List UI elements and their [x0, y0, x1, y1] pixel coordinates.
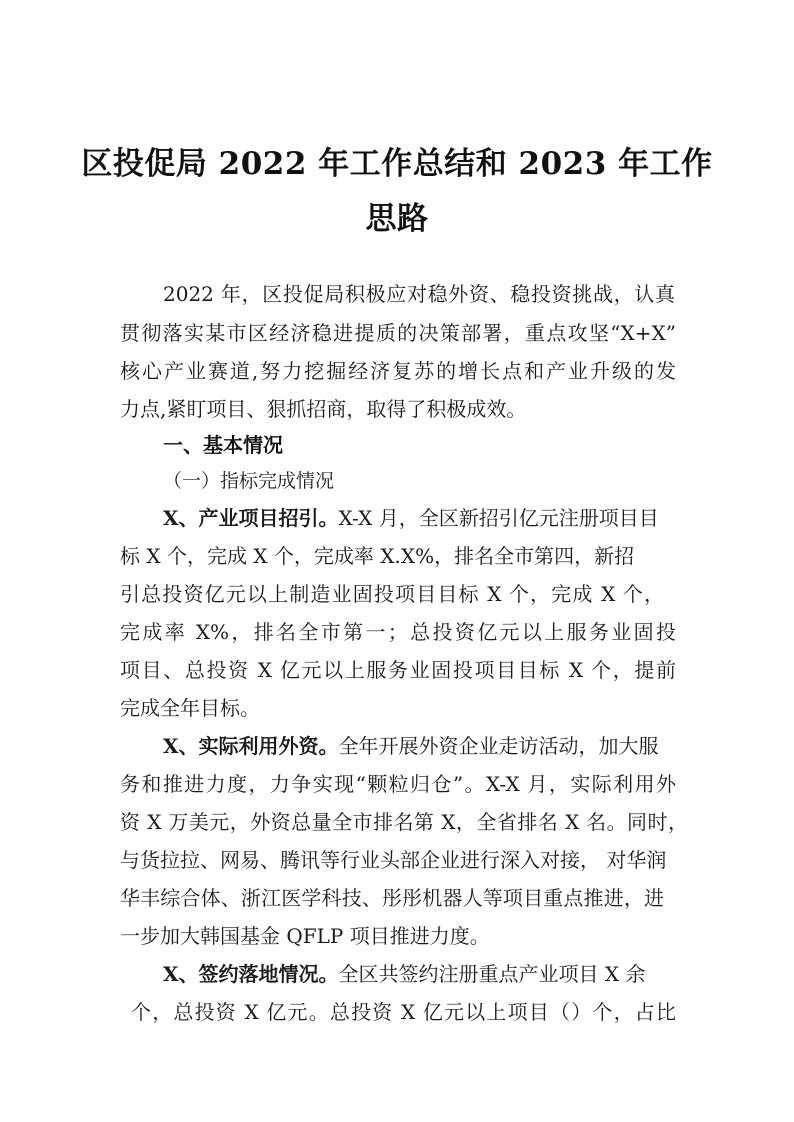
intro-line-4: 力点,紧盯项目、狠抓招商，取得了积极成效。: [120, 397, 527, 421]
item3-lead: X、签约落地情况。: [163, 962, 339, 986]
item2-line-4: 与货拉拉、网易、腾讯等行业头部企业进行深入对接， 对华润: [120, 848, 667, 872]
item1-line-5: 项目、总投资 X 亿元以上服务业固投项目目标 X 个，提前: [120, 658, 676, 682]
item2-line-5: 华丰综合体、浙江医学科技、彤彤机器人等项目重点推进，进: [120, 886, 664, 910]
item2-lead: X、实际利用外资。: [163, 734, 339, 758]
item1-lead: X、产业项目招引。: [163, 506, 339, 530]
item2-line-6: 一步加大韩国基金 QFLP 项目推进力度。: [120, 924, 490, 948]
item3-text-1: 全区共签约注册重点产业项目 X 余: [338, 962, 646, 986]
item2-line-3: 资 X 万美元，外资总量全市排名第 X，全省排名 X 名。同时，: [120, 810, 688, 834]
item3-line-1: [163, 962, 645, 986]
item2-text-1: 全年开展外资企业走访活动，加大服: [338, 734, 659, 758]
item1-line-1: [163, 506, 675, 530]
intro-line-3: 核心产业赛道,努力挖掘经济复苏的增长点和产业升级的发: [120, 359, 676, 383]
document-title-line-1: 区投促局 2022 年工作总结和 2023 年工作: [81, 146, 713, 182]
item2-line-1: [163, 734, 659, 758]
item1-line-6: 完成全年目标。: [120, 696, 260, 720]
item1-text-1: X-X 月，全区新招引亿元注册项目目: [338, 506, 659, 530]
item1-line-3: 引总投资亿元以上制造业固投项目目标 X 个，完成 X 个，: [120, 582, 664, 606]
section-heading-basic: 一、基本情况: [163, 433, 283, 457]
item3-line-2: 个，总投资 X 亿元。总投资 X 亿元以上项目（）个，占比: [131, 1000, 676, 1024]
document-title-line-2: 思路: [365, 201, 429, 237]
intro-line-2: 贯彻落实某市区经济稳进提质的决策部署，重点攻坚“X+X”: [120, 321, 676, 345]
item1-line-2: 标 X 个，完成 X 个，完成率 X.X%，排名全市第四，新招: [120, 544, 635, 568]
subsection-heading-indicators: （一）指标完成情况: [163, 470, 335, 492]
item2-line-2: 务和推进力度，力争实现“颗粒归仓”。X-X 月，实际利用外: [120, 772, 676, 796]
item1-line-4: 完成率 X%，排名全市第一；总投资亿元以上服务业固投: [120, 620, 676, 644]
intro-line-1: 2022 年，区投促局积极应对稳外资、稳投资挑战，认真: [163, 282, 675, 306]
